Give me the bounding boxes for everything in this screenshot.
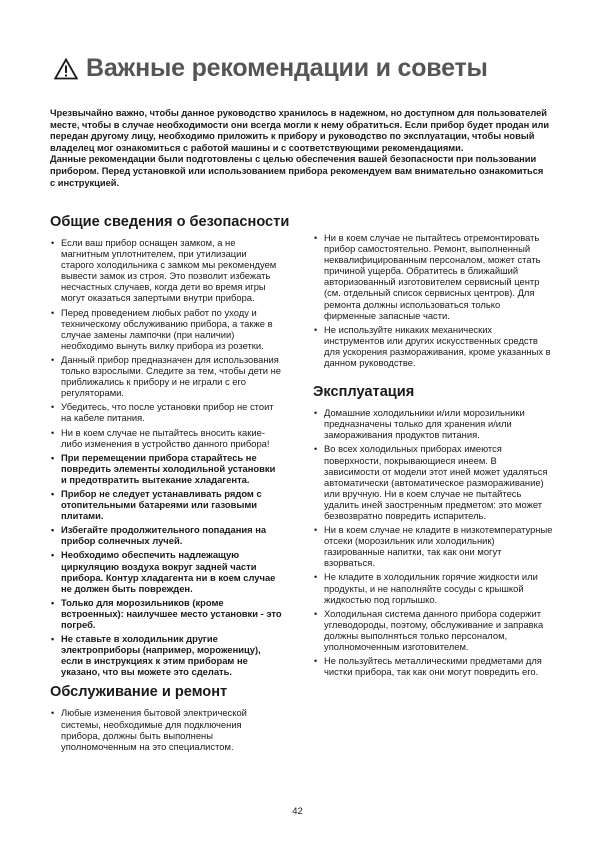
list-item (50, 707, 282, 751)
list-item-text: Необходимо обеспечить надлежащую циркуляцию воздуха вокруг задней части прибора. Контур хладагента ни в коем случае не должен быть поврежден. (61, 549, 276, 594)
list-item-bold (50, 633, 282, 677)
bullet: • (314, 444, 318, 455)
bullet: • (314, 324, 318, 335)
list-item (50, 427, 282, 449)
list-item-bold (50, 524, 282, 546)
list-item-text: Ни в коем случае не кладите в низкотемпературные отсеки (морозильник или холодильник) газированные напитки, так как они могут взорваться. (324, 524, 553, 569)
bullet: • (51, 427, 55, 438)
list-item-text: Холодильная система данного прибора содержит углеводороды, поэтому, обслуживание и заправка должны выполняться только персоналом, уполномоченным изготовителем. (324, 607, 544, 652)
list-item-text: Данный прибор предназначен для использования только взрослыми. Следите за тем, чтобы дети не приближались к прибору и не играли с его регуляторами. (61, 353, 281, 399)
list-item-text: Перед проведением любых работ по уходу и техническому обслуживанию прибора, а также в случае замены лампочки (при наличии) необходимо вынуть вилку прибора из розетки. (61, 306, 273, 351)
list-item-bold (50, 597, 282, 630)
list-item (50, 401, 282, 423)
service-list (50, 707, 282, 751)
list-item (313, 443, 553, 521)
bullet: • (51, 452, 55, 463)
right-column (313, 232, 553, 680)
bullet: • (314, 525, 318, 536)
list-item-text: Ни в коем случае не пытайтесь вносить какие-либо изменения в устройство данного прибора! (61, 426, 270, 449)
page-number: 42 (292, 806, 303, 817)
bullet: • (51, 307, 55, 318)
list-item-text: Домашние холодильники и/или морозильники предназначены только для хранения и/или замораживания продуктов питания. (324, 407, 525, 441)
list-item (313, 608, 553, 652)
page-header (50, 54, 550, 90)
list-item-text: Не ставьте в холодильник другие электроприборы (например, мороженицу), если в инструкциях к этим приборам не указано, что вы можете это сделать. (61, 633, 261, 678)
list-item-bold (50, 488, 282, 521)
bullet: • (51, 525, 55, 536)
list-item-text: Ни в коем случае не пытайтесь отремонтировать прибор самостоятельно. Ремонт, выполненный неквалифицированным персоналом, может стать причиной ущерба. Обратитесь в ближайший авторизованный изготовителем сервисный центр (см. отдельный список сервисных центров). Для ремонта должны использоваться только фирменные запасные части. (324, 232, 541, 321)
warning-triangle-icon (54, 58, 78, 80)
intro-text (50, 108, 550, 189)
list-item-text: Не пользуйтесь металлическими предметами для чистки прибора, так как они могут повредить его. (324, 655, 542, 678)
left-column (50, 214, 290, 755)
service-heading: Обслуживание и ремонт (50, 684, 228, 701)
bullet: • (51, 402, 55, 413)
bullet: • (314, 233, 318, 243)
list-item-text: Убедитесь, что после установки прибор не стоит на кабеле питания. (61, 401, 274, 424)
page-title: Важные рекомендации и советы (86, 54, 488, 82)
operation-heading: Эксплуатация (313, 384, 415, 401)
repair-list (313, 232, 553, 368)
bullet: • (51, 354, 55, 365)
bullet: • (51, 550, 55, 561)
bullet: • (51, 634, 55, 645)
list-item (313, 324, 553, 368)
list-item-text: Только для морозильников (кроме встроенных): наилучшее место установки - это погреб. (61, 596, 282, 630)
intro-paragraph: Данные рекомендации были подготовлены с целью обеспечения вашей безопасности при пользовании прибором. Перед установкой или использованием прибора рекомендуем вам внимательно ознакомиться с инструкцией. (50, 154, 544, 188)
bullet: • (51, 488, 55, 499)
list-item-text: Не используйте никаких механических инструментов или других искусственных средств для ускорения размораживания, кроме указанных в данном руководстве. (324, 323, 551, 369)
list-item (313, 655, 553, 677)
safety-list (50, 237, 282, 677)
bullet: • (314, 572, 318, 583)
list-item-text: Не кладите в холодильник горячие жидкости или продукты, и не наполняйте сосуды с крышкой жидкостью под горлышко. (324, 571, 538, 605)
list-item-text: Прибор не следует устанавливать рядом с отопительными батареями или газовыми плитами. (61, 487, 262, 522)
list-item-text: Избегайте продолжительного попадания на прибор солнечных лучей. (61, 524, 267, 547)
list-item-text: Если ваш прибор оснащен замком, а не магнитным уплотнителем, при утилизации старого холодильника с замком мы рекомендуем вывести замок из строя. Это позволит избежать несчастных случаев, когда дети во время игры могут оказаться запертыми внутри прибора. (61, 237, 277, 304)
list-item (50, 307, 282, 351)
safety-heading: Общие сведения о безопасности (50, 214, 290, 230)
list-item (313, 524, 553, 568)
list-item (50, 237, 282, 304)
bullet: • (314, 656, 318, 667)
list-item-text: Любые изменения бытовой электрической системы, необходимые для подключения прибора, должны быть выполнены уполномоченным на это специалистом. (61, 707, 247, 752)
bullet: • (314, 608, 318, 619)
bullet: • (51, 597, 55, 608)
list-item (50, 354, 282, 398)
list-item-text: При перемещении прибора старайтесь не повредить элементы холодильной установки и предотвратить вытекание хладагента. (61, 451, 276, 485)
list-item-text: Во всех холодильных приборах имеются поверхности, покрывающиеся инеем. В зависимости от модели этот иней может удаляться автоматически (автоматическое размораживание) или вручную. Ни в коем случае не пытайтесь удалить иней заостренным предметом: это может безвозвратно повредить испаритель. (324, 443, 548, 521)
list-item (313, 407, 553, 440)
list-item (313, 232, 553, 321)
bullet: • (51, 708, 55, 719)
bullet: • (314, 408, 318, 419)
bullet: • (51, 238, 55, 248)
list-item (313, 571, 553, 604)
operation-list (313, 407, 553, 677)
intro-paragraph: Чрезвычайно важно, чтобы данное руководство хранилось в надежном, но доступном для пользователей месте, чтобы в случае необходимости они всегда могли к нему обратиться. Если прибор будет продан или передан другому лицу, необходимо приложить к прибору и руководство по эксплуатации, чтобы новый владелец мог ознакомиться с работой машины и с соответствующими рекомендациями. (50, 108, 550, 153)
list-item-bold (50, 452, 282, 485)
list-item-bold (50, 549, 282, 593)
